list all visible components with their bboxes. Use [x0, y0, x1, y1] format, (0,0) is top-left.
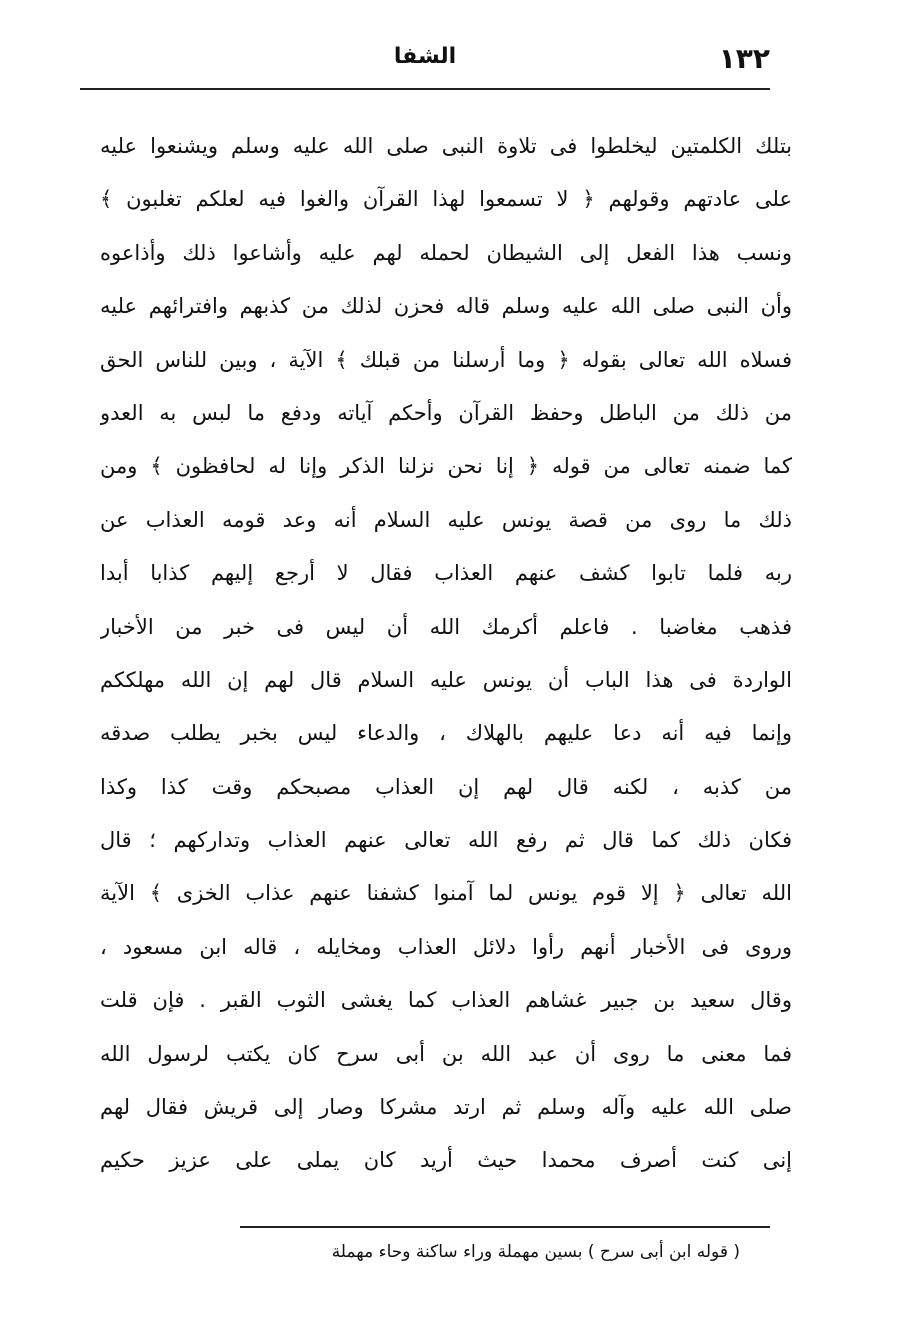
running-title: الشفا	[393, 44, 457, 69]
text-line: صلى الله عليه وآله وسلم ثم ارتد مشركا وصار إلى قريش فقال لهم	[100, 1095, 792, 1120]
text-line: وقال سعيد بن جبير غشاهم العذاب كما يغشى الثوب القبر . فإن قلت	[100, 988, 792, 1013]
footnote: ( قوله ابن أبى سرح ) بسين مهملة وراء ساكنة وحاء مهملة	[331, 1242, 740, 1262]
text-line: بتلك الكلمتين ليخلطوا فى تلاوة النبى صلى الله عليه وسلم ويشنعوا عليه	[100, 134, 792, 158]
text-line: على عادتهم وقولهم ﴿ لا تسمعوا لهذا القرآن والغوا فيه لعلكم تغلبون ﴾	[100, 187, 792, 212]
text-line: وإنما فيه أنه دعا عليهم بالهلاك ، والدعاء ليس بخبر يطلب صدقه	[100, 721, 792, 746]
page-number: ١٣٢	[718, 42, 770, 75]
footnote-rule	[240, 1226, 770, 1228]
text-line: الواردة فى هذا الباب أن يونس عليه السلام قال لهم إن الله مهلككم	[100, 667, 792, 692]
text-line: إنى كنت أصرف محمدا حيث أريد كان يملى على عزيز حكيم	[100, 1148, 792, 1173]
text-line: ونسب هذا الفعل إلى الشيطان لحمله لهم عليه وأشاعوا ذلك وأذاعوه	[100, 240, 792, 265]
text-line: فكان ذلك كما قال ثم رفع الله تعالى عنهم العذاب وتداركهم ؛ قال	[100, 828, 792, 853]
text-line: وروى فى الأخبار أنهم رأوا دلائل العذاب ومخايله ، قاله ابن مسعود ،	[100, 934, 792, 959]
text-line: فذهب مغاضبا . فاعلم أكرمك الله أن ليس فى خبر من الأخبار	[100, 614, 792, 639]
text-line: ذلك ما روى من قصة يونس عليه السلام أنه وعد قومه العذاب عن	[100, 507, 792, 532]
page-header	[80, 38, 770, 84]
text-line: من كذبه ، لكنه قال لهم إن العذاب مصبحكم وقت كذا وكذا	[100, 774, 792, 799]
text-line: وأن النبى صلى الله عليه وسلم قاله فحزن لذلك من كذبهم وافترائهم عليه	[100, 294, 792, 319]
text-line: كما ضمنه تعالى من قوله ﴿ إنا نحن نزلنا الذكر وإنا له لحافظون ﴾ ومن	[100, 454, 792, 479]
text-line: من ذلك من الباطل وحفظ القرآن وأحكم آياته ودفع ما لبس به العدو	[100, 400, 792, 425]
text-line: الله تعالى ﴿ إلا قوم يونس لما آمنوا كشفنا عنهم عذاب الخزى ﴾ الآية	[100, 881, 792, 906]
text-line: فما معنى ما روى أن عبد الله بن أبى سرح كان يكتب لرسول الله	[100, 1041, 792, 1066]
text-line: ربه فلما تابوا كشف عنهم العذاب فقال لا أرجع إليهم كذابا أبدا	[100, 561, 792, 586]
text-line: فسلاه الله تعالى بقوله ﴿ وما أرسلنا من قبلك ﴾ الآية ، وبين للناس الحق	[100, 347, 792, 372]
body-text	[100, 120, 792, 1188]
header-rule	[80, 88, 770, 90]
